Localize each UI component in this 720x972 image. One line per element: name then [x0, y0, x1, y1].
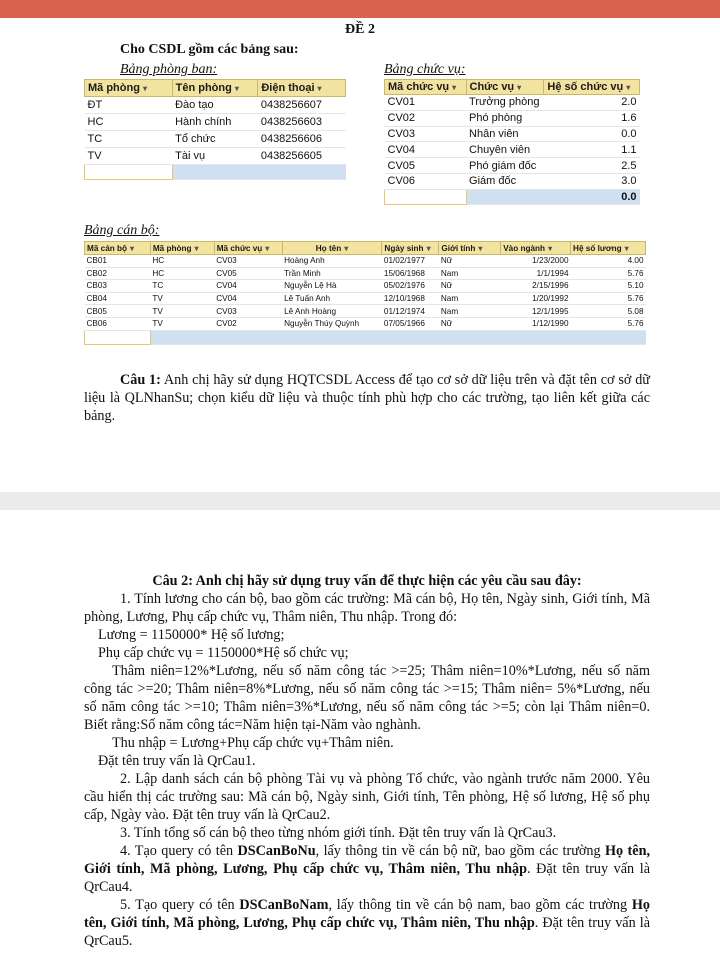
dropdown-arrow-icon[interactable]: ▾	[130, 243, 135, 253]
dropdown-arrow-icon[interactable]: ▾	[548, 243, 553, 253]
item-2: 2. Lập danh sách cán bộ phòng Tài vụ và phòng Tổ chức, vào ngành trước năm 2000. Yêu cầu hiển thị các trường sau: Mã cán bộ, Ngày sinh, Giới tính, Tên phòng, Hệ số lương, Hệ số phụ cấp, Ngày vào. Đặt tên truy vấn là QrCau2.	[84, 771, 650, 823]
dropdown-arrow-icon[interactable]: ▾	[234, 84, 239, 93]
column-header[interactable]: Tên phòng ▾	[172, 80, 258, 97]
column-header[interactable]: Mã chức vụ ▾	[385, 80, 467, 95]
dropdown-arrow-icon[interactable]: ▾	[317, 84, 322, 93]
chuc-vu-caption: Bảng chức vụ:	[384, 62, 466, 77]
can-bo-caption: Bảng cán bộ:	[84, 223, 160, 238]
column-header[interactable]: Mã phòng ▾	[85, 80, 173, 97]
table-row[interactable]: CV02 Phó phòng 1.6	[385, 110, 640, 126]
dropdown-arrow-icon[interactable]: ▾	[626, 83, 631, 92]
column-header[interactable]: Mã chức vụ ▾	[214, 242, 282, 255]
question-1	[84, 371, 650, 425]
question-1-label: Câu 1:	[120, 372, 161, 388]
page-gap	[0, 492, 720, 510]
table-row[interactable]: CB01 HC CV03 Hoàng Anh 01/02/1977 Nữ 1/23/2000 4.00	[86, 256, 644, 266]
formula-thu-nhap: Thu nhập = Lương+Phụ cấp chức vụ+Thâm niên.	[112, 735, 394, 751]
dropdown-arrow-icon[interactable]: ▾	[624, 243, 629, 253]
dropdown-arrow-icon[interactable]: ▾	[194, 243, 199, 253]
question-2-heading: Câu 2: Anh chị hãy sử dụng truy vấn để thực hiện các yêu cầu sau đây:	[152, 573, 582, 589]
dropdown-arrow-icon[interactable]: ▾	[517, 83, 522, 92]
item-4: 4. Tạo query có tên DSCanBoNu, lấy thông tin về cán bộ nữ, bao gồm các trường Họ tên, Giới tính, Mã phòng, Lương, Phụ cấp chức vụ, Thâm niên, Thu nhập. Đặt tên truy vấn là QrCau4.	[84, 843, 651, 895]
chuc-vu-table	[384, 79, 640, 205]
dropdown-arrow-icon[interactable]: ▾	[142, 84, 147, 93]
column-header[interactable]: Giới tính ▾	[439, 242, 501, 255]
table-row[interactable]: CB06 TV CV02 Nguyễn Thúy Quỳnh 07/05/1966 Nữ 1/12/1990 5.76	[86, 319, 644, 329]
column-header[interactable]: Vào ngành ▾	[501, 242, 571, 255]
item-1-intro: 1. Tính lương cho cán bộ, bao gồm các trường: Mã cán bộ, Họ tên, Ngày sinh, Giới tính, Mã phòng, Lương, Phụ cấp chức vụ, Thâm niên, Thu nhập. Trong đó:	[84, 591, 650, 625]
dropdown-arrow-icon[interactable]: ▾	[478, 243, 483, 253]
phong-ban-table	[84, 79, 346, 180]
column-header[interactable]: Họ tên ▾	[282, 242, 382, 255]
table-row[interactable]: CV05 Phó giám đốc 2.5	[385, 158, 640, 174]
top-accent-bar	[0, 0, 720, 18]
new-record-row[interactable]	[385, 189, 640, 204]
table-row[interactable]: CB02 HC CV05 Trần Minh 15/06/1968 Nam 1/1/1994 5.76	[86, 268, 644, 278]
new-record-row[interactable]	[85, 165, 346, 180]
new-record-row[interactable]	[85, 330, 646, 344]
phong-ban-caption: Bảng phòng ban:	[120, 62, 218, 77]
question-1-text: Anh chị hãy sử dụng HQTCSDL Access để tạo cơ sở dữ liệu trên và đặt tên cơ sở dữ liệu là QLNhanSu; chọn kiểu dữ liệu và thuộc tính phù hợp cho các trường, tạo liên kết giữa các bảng.	[84, 372, 650, 424]
dropdown-arrow-icon[interactable]: ▾	[452, 83, 457, 92]
exam-title: ĐỀ 2	[345, 22, 375, 37]
column-header[interactable]: Hệ số chức vụ ▾	[544, 80, 640, 95]
table-row[interactable]: CB04 TV CV04 Lê Tuấn Anh 12/10/1968 Nam 1/20/1992 5.76	[86, 294, 644, 304]
formula-luong: Lương = 1150000* Hệ số lương;	[98, 627, 285, 643]
item-5: 5. Tạo query có tên DSCanBoNam, lấy thông tin về cán bộ nam, bao gồm các trường Họ tên, Giới tính, Mã phòng, Lương, Phụ cấp chức vụ, Thâm niên, Thu nhập. Đặt tên truy vấn là QrCau5.	[84, 897, 651, 949]
column-header[interactable]: Mã cán bộ ▾	[85, 242, 151, 255]
table-row[interactable]: CV04 Chuyên viên 1.1	[385, 142, 640, 158]
table-row[interactable]: CB03 TC CV04 Nguyễn Lệ Hà 05/02/1976 Nữ 2/15/1996 5.10	[86, 281, 644, 291]
table-row[interactable]: TV Tài vụ 0438256605	[85, 148, 346, 165]
column-header[interactable]: Mã phòng ▾	[150, 242, 214, 255]
can-bo-table	[84, 241, 646, 345]
column-header[interactable]: Chức vụ ▾	[466, 80, 544, 95]
formula-phu-cap: Phụ cấp chức vụ = 1150000*Hệ số chức vụ;	[98, 645, 349, 661]
column-header[interactable]: Điện thoại ▾	[258, 80, 346, 97]
item-3: 3. Tính tổng số cán bộ theo từng nhóm giới tính. Đặt tên truy vấn là QrCau3.	[120, 825, 557, 841]
table-row[interactable]: CV03 Nhân viên 0.0	[385, 126, 640, 142]
table-row[interactable]: HC Hành chính 0438256603	[85, 114, 346, 131]
item-1-query-name: Đặt tên truy vấn là QrCau1.	[98, 753, 256, 769]
table-row[interactable]: CB05 TV CV03 Lê Anh Hoàng 01/12/1974 Nam 12/1/1995 5.08	[86, 306, 644, 316]
table-row[interactable]: TC Tổ chức 0438256606	[85, 131, 346, 148]
dropdown-arrow-icon[interactable]: ▾	[426, 243, 431, 253]
table-row[interactable]: CV01 Trưởng phòng 2.0	[385, 95, 640, 111]
dropdown-arrow-icon[interactable]: ▾	[265, 243, 270, 253]
intro-text: Cho CSDL gồm các bảng sau:	[120, 42, 299, 57]
dropdown-arrow-icon[interactable]: ▾	[344, 243, 349, 253]
column-header[interactable]: Ngày sinh ▾	[382, 242, 439, 255]
formula-tham-nien: Thâm niên=12%*Lương, nếu số năm công tác >=25; Thâm niên=10%*Lương, nếu số năm công tác >=20; Thâm niên=8%*Lương, nếu số năm công tác >=15; Thâm niên= 5%*Lương, nếu số năm công tác >=10; Thâm niên=3%*Lương, nếu số năm công tác >=5; còn lại Thâm niên=0. Biết rằng:Số năm công tác=Năm hiện tại-Năm vào nghành.	[84, 663, 650, 733]
table-row[interactable]: CV06 Giám đốc 3.0	[385, 173, 640, 189]
total-value: 0.0	[544, 189, 640, 204]
table-row[interactable]: ĐT Đào tạo 0438256607	[85, 97, 346, 114]
question-2	[84, 572, 650, 950]
column-header[interactable]: Hệ số lương ▾	[571, 242, 646, 255]
